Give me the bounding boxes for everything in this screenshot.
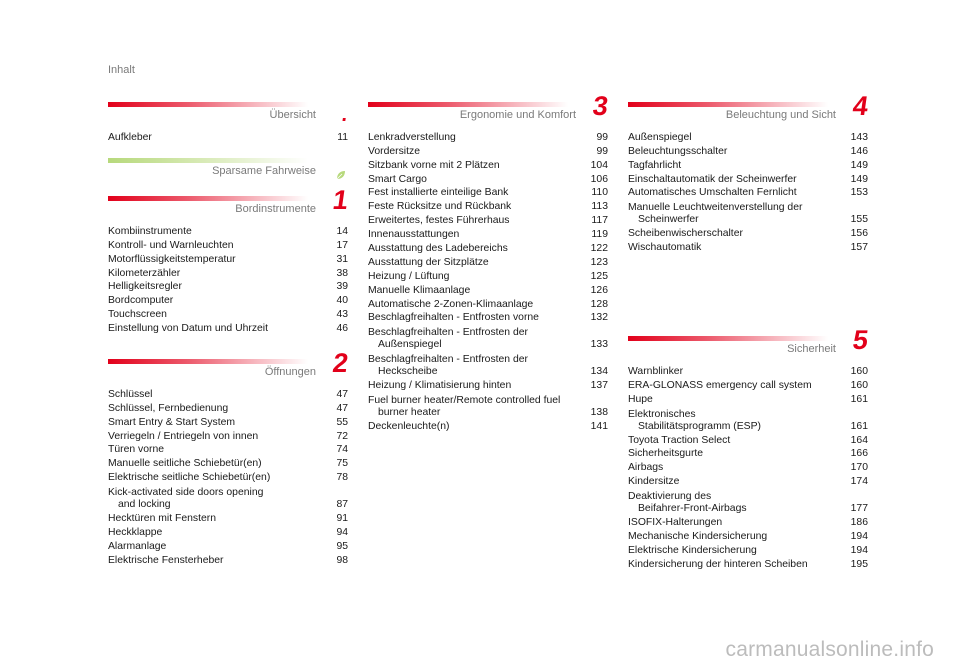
toc-entry[interactable] <box>108 511 348 525</box>
toc-entry[interactable] <box>628 543 868 557</box>
toc-entry-label-line2: Heckscheibe <box>378 366 438 378</box>
toc-entry-page: 43 <box>336 309 348 321</box>
toc-entry-page: 149 <box>850 159 868 171</box>
toc-entry-label: Feste Rücksitze und Rückbank <box>368 201 512 213</box>
toc-entry[interactable] <box>108 238 348 252</box>
toc-entry-page: 14 <box>336 225 348 237</box>
section-title: Öffnungen <box>264 366 316 378</box>
toc-entry-label: Sicherheitsgurte <box>628 448 704 460</box>
section-bar <box>108 359 308 364</box>
toc-entry[interactable] <box>108 387 348 401</box>
toc-entry-label-line2: Stabilitätsprogramm (ESP) <box>638 420 761 432</box>
toc-entry[interactable] <box>368 158 608 172</box>
section-ergonomie <box>368 91 611 433</box>
section-title: Übersicht <box>269 109 316 121</box>
toc-entry-label: Schlüssel <box>108 388 153 400</box>
section-number: 1 <box>330 185 351 215</box>
toc-entry-label-line1: Deaktivierung des <box>628 491 712 503</box>
toc-entry-page: 75 <box>336 458 348 470</box>
section-header <box>108 156 348 186</box>
toc-entry-label: Elektrische Kindersicherung <box>628 544 757 556</box>
toc-entry-label <box>368 395 560 419</box>
toc-entry-page: 146 <box>850 145 868 157</box>
toc-entry-page: 132 <box>590 312 608 324</box>
toc-entry[interactable] <box>108 525 348 539</box>
toc-entry-page: 155 <box>850 214 868 226</box>
toc-entry-label-line1: Beschlagfreihalten - Entfrosten der <box>368 327 528 339</box>
toc-entry-page: 46 <box>336 323 348 335</box>
toc-entry[interactable] <box>108 293 348 307</box>
toc-entry-label: Automatisches Umschalten Fernlicht <box>628 187 797 199</box>
toc-entry[interactable] <box>108 456 348 470</box>
toc-entry-label: Außenspiegel <box>628 131 692 143</box>
toc-entry-page: 125 <box>590 270 608 282</box>
toc-entry-label <box>628 491 747 515</box>
toc-entry-page: 95 <box>336 540 348 552</box>
toc-entry-page: 126 <box>590 284 608 296</box>
toc-entry-label: Touchscreen <box>108 309 167 321</box>
toc-entry-label-line1: Beschlagfreihalten - Entfrosten der <box>368 354 528 366</box>
toc-entry[interactable] <box>108 307 348 321</box>
section-sicherheit <box>628 325 871 571</box>
toc-entry[interactable] <box>628 529 868 543</box>
section-header <box>108 100 348 130</box>
toc-entry-label: Einstellung von Datum und Uhrzeit <box>108 323 268 335</box>
toc-entry[interactable] <box>628 406 868 433</box>
toc-entry-label: Manuelle Klimaanlage <box>368 284 471 296</box>
toc-entry-page: 170 <box>850 462 868 474</box>
toc-entry-page: 11 <box>337 131 348 143</box>
toc-entry[interactable] <box>628 378 868 392</box>
toc-entry-page: 160 <box>850 379 868 391</box>
toc-entry-page: 149 <box>850 173 868 185</box>
toc-entry-label: Hupe <box>628 393 653 405</box>
watermark: carmanualsonline.info <box>725 638 934 661</box>
toc-entry-label: Kilometerzähler <box>108 267 181 279</box>
toc-entry-label: Motorflüssigkeitstemperatur <box>108 253 236 265</box>
section-marker: . <box>340 104 350 126</box>
section-number: 5 <box>850 325 871 355</box>
toc-entry-label: Scheibenwischerschalter <box>628 228 743 240</box>
toc-entry[interactable] <box>368 186 608 200</box>
toc-entry-label: Verriegeln / Entriegeln von innen <box>108 430 259 442</box>
toc-entry-page: 55 <box>336 416 348 428</box>
toc-entry-label: Airbags <box>628 462 664 474</box>
toc-entry-page: 72 <box>336 430 348 442</box>
section-bar <box>108 158 308 163</box>
toc-entry[interactable] <box>628 447 868 461</box>
toc-entry-page: 38 <box>336 267 348 279</box>
toc-entry[interactable] <box>628 364 868 378</box>
toc-entry-label: Deckenleuchte(n) <box>368 421 450 433</box>
toc-entry-label: Einschaltautomatik der Scheinwerfer <box>628 173 797 185</box>
toc-entry[interactable] <box>368 378 608 392</box>
toc-entry-page: 161 <box>850 420 868 432</box>
toc-entry-page: 141 <box>590 421 608 433</box>
toc-entry[interactable] <box>628 557 868 571</box>
toc-entry-label: Kindersicherung der hinteren Scheiben <box>628 558 808 570</box>
toc-entry-page: 47 <box>336 402 348 414</box>
toc-entry-page: 194 <box>850 544 868 556</box>
section-title: Sicherheit <box>787 343 836 355</box>
section-sparsame <box>108 156 348 186</box>
toc-entry-label <box>108 487 263 511</box>
toc-entry[interactable] <box>628 130 868 144</box>
toc-entry[interactable] <box>368 199 608 213</box>
section-header <box>108 185 351 224</box>
section-number: 4 <box>850 91 871 121</box>
toc-entry[interactable] <box>628 226 868 240</box>
toc-entry-label: Hecktüren mit Fenstern <box>108 513 216 525</box>
toc-entry[interactable] <box>628 240 868 254</box>
toc-list <box>628 364 868 571</box>
toc-entry-label-line2: Außenspiegel <box>378 339 442 351</box>
toc-list <box>368 130 608 433</box>
toc-entry-page: 186 <box>850 517 868 529</box>
toc-entry-page: 17 <box>336 239 348 251</box>
toc-entry-label: Manuelle seitliche Schiebetür(en) <box>108 458 262 470</box>
toc-entry-label-line1: Kick-activated side doors opening <box>108 487 264 499</box>
toc-entry[interactable] <box>108 553 348 567</box>
toc-entry[interactable] <box>368 392 608 419</box>
toc-entry[interactable] <box>628 144 868 158</box>
toc-entry-label-line1: Elektronisches <box>628 408 696 420</box>
toc-entry-page: 119 <box>591 229 608 241</box>
toc-entry-page: 39 <box>336 281 348 293</box>
toc-entry-label: Kindersitze <box>628 476 680 488</box>
toc-entry[interactable] <box>628 474 868 488</box>
toc-entry[interactable] <box>108 321 348 335</box>
toc-entry[interactable] <box>368 172 608 186</box>
toc-entry-label-line2: Beifahrer-Front-Airbags <box>638 503 747 515</box>
toc-entry-label: Heizung / Klimatisierung hinten <box>368 380 512 392</box>
toc-entry-label: Beleuchtungsschalter <box>628 145 728 157</box>
section-title: Beleuchtung und Sicht <box>725 109 836 121</box>
toc-entry[interactable] <box>108 415 348 429</box>
section-bar <box>628 336 828 341</box>
toc-entry-page: 122 <box>590 243 608 255</box>
toc-entry-page: 98 <box>336 554 348 566</box>
toc-entry-page: 137 <box>590 380 608 392</box>
page-title: Inhalt <box>108 64 135 76</box>
toc-entry-page: 174 <box>850 476 868 488</box>
toc-entry-page: 123 <box>590 256 608 268</box>
toc-entry[interactable] <box>368 297 608 311</box>
toc-entry[interactable] <box>628 515 868 529</box>
toc-entry-page: 160 <box>850 365 868 377</box>
section-title: Bordinstrumente <box>235 203 316 215</box>
section-bordinstrumente <box>108 185 351 335</box>
toc-entry-label: Toyota Traction Select <box>628 434 731 446</box>
toc-entry-label: Wischautomatik <box>628 242 702 254</box>
toc-entry-label: Lenkradverstellung <box>368 131 456 143</box>
toc-entry-label: Aufkleber <box>108 131 152 143</box>
toc-entry-label-line2: burner heater <box>378 407 441 419</box>
toc-list <box>108 224 348 335</box>
toc-entry-label: Elektrische seitliche Schiebetür(en) <box>108 472 271 484</box>
toc-entry-page: 157 <box>850 242 868 254</box>
section-bar <box>368 102 568 107</box>
toc-entry-label: Schlüssel, Fernbedienung <box>108 402 229 414</box>
toc-entry[interactable] <box>628 433 868 447</box>
toc-entry[interactable] <box>108 224 348 238</box>
toc-entry-label <box>368 354 528 378</box>
toc-entry[interactable] <box>368 419 608 433</box>
toc-entry[interactable] <box>368 351 608 378</box>
toc-entry-page: 40 <box>336 295 348 307</box>
toc-entry-page: 91 <box>336 513 348 525</box>
toc-entry[interactable] <box>368 130 608 144</box>
toc-entry-page: 153 <box>850 187 868 199</box>
toc-entry[interactable] <box>108 539 348 553</box>
toc-entry-label: Kombiinstrumente <box>108 225 192 237</box>
toc-entry-page: 87 <box>336 499 348 511</box>
section-beleuchtung <box>628 91 871 254</box>
section-bar <box>108 196 308 201</box>
toc-entry-label: Automatische 2-Zonen-Klimaanlage <box>368 298 534 310</box>
toc-entry-page: 47 <box>336 388 348 400</box>
toc-list <box>108 130 348 144</box>
toc-entry[interactable] <box>628 158 868 172</box>
section-number: 3 <box>590 91 611 121</box>
toc-entry[interactable] <box>628 172 868 186</box>
toc-entry[interactable] <box>108 130 348 144</box>
toc-entry[interactable] <box>108 484 348 511</box>
toc-entry-page: 78 <box>336 472 348 484</box>
toc-entry[interactable] <box>368 255 608 269</box>
toc-entry-label: Heckklappe <box>108 527 163 539</box>
toc-entry[interactable] <box>108 266 348 280</box>
toc-entry[interactable] <box>108 401 348 415</box>
toc-entry-page: 128 <box>590 298 608 310</box>
toc-entry[interactable] <box>628 199 868 226</box>
toc-entry-page: 195 <box>850 558 868 570</box>
section-title: Sparsame Fahrweise <box>212 165 316 177</box>
toc-entry-label: Helligkeitsregler <box>108 281 182 293</box>
toc-entry-label: Heizung / Lüftung <box>368 270 450 282</box>
toc-entry-label: Warnblinker <box>628 365 684 377</box>
toc-entry-label <box>628 202 802 226</box>
toc-entry-label-line1: Manuelle Leuchtweitenverstellung der <box>628 202 803 214</box>
toc-entry[interactable] <box>368 227 608 241</box>
toc-entry-page: 31 <box>336 253 348 265</box>
toc-entry[interactable] <box>628 488 868 515</box>
toc-entry-page: 106 <box>590 173 608 185</box>
toc-list <box>108 387 348 567</box>
toc-entry-page: 113 <box>591 201 608 213</box>
toc-entry-label: Innenausstattungen <box>368 229 460 241</box>
toc-entry-label: Kontroll- und Warnleuchten <box>108 239 234 251</box>
toc-entry[interactable] <box>368 283 608 297</box>
toc-entry-label: Fest installierte einteilige Bank <box>368 187 509 199</box>
toc-entry-page: 164 <box>850 434 868 446</box>
toc-list <box>628 130 868 254</box>
toc-entry-label: Beschlagfreihalten - Entfrosten vorne <box>368 312 539 324</box>
toc-entry-page: 94 <box>336 527 348 539</box>
toc-entry-label: Ausstattung der Sitzplätze <box>368 256 489 268</box>
toc-entry[interactable] <box>628 186 868 200</box>
toc-entry[interactable] <box>368 213 608 227</box>
toc-entry-label: Bordcomputer <box>108 295 174 307</box>
toc-entry[interactable] <box>108 429 348 443</box>
toc-entry-page: 166 <box>850 448 868 460</box>
toc-entry-label: Türen vorne <box>108 444 165 456</box>
toc-entry-page: 161 <box>850 393 868 405</box>
toc-entry[interactable] <box>108 252 348 266</box>
toc-entry-page: 117 <box>591 215 608 227</box>
section-bar <box>108 102 308 107</box>
toc-entry-label: ERA-GLONASS emergency call system <box>628 379 812 391</box>
toc-entry-page: 143 <box>850 131 868 143</box>
toc-entry-label <box>368 327 528 351</box>
section-title: Ergonomie und Komfort <box>459 109 576 121</box>
toc-entry[interactable] <box>628 460 868 474</box>
section-uebersicht <box>108 100 348 144</box>
toc-entry-label: Sitzbank vorne mit 2 Plätzen <box>368 159 500 171</box>
toc-entry-label: Alarmanlage <box>108 540 167 552</box>
toc-entry[interactable] <box>368 269 608 283</box>
toc-entry[interactable] <box>368 311 608 325</box>
toc-entry-page: 99 <box>596 145 608 157</box>
toc-entry-label: Vordersitze <box>368 145 420 157</box>
toc-entry-label: ISOFIX-Halterungen <box>628 517 723 529</box>
section-header <box>368 91 611 130</box>
toc-entry-label: Smart Entry & Start System <box>108 416 236 428</box>
toc-entry-page: 110 <box>591 187 608 199</box>
toc-entry-label: Elektrische Fensterheber <box>108 554 224 566</box>
toc-entry-page: 99 <box>596 131 608 143</box>
toc-entry-page: 194 <box>850 531 868 543</box>
toc-entry[interactable] <box>108 280 348 294</box>
section-oeffnungen <box>108 348 351 567</box>
section-bar <box>628 102 828 107</box>
toc-entry-label-line2: and locking <box>118 499 171 511</box>
toc-entry-label <box>628 409 761 433</box>
toc-entry[interactable] <box>368 241 608 255</box>
section-header <box>628 325 871 364</box>
toc-entry-page: 138 <box>590 407 608 419</box>
section-header <box>628 91 871 130</box>
toc-entry-page: 104 <box>590 159 608 171</box>
toc-entry-label-line1: Fuel burner heater/Remote controlled fuel <box>368 395 561 407</box>
section-number: 2 <box>330 348 351 378</box>
toc-entry-label: Tagfahrlicht <box>628 159 682 171</box>
toc-entry-label-line2: Scheinwerfer <box>638 214 699 226</box>
toc-entry-page: 134 <box>590 366 608 378</box>
toc-entry[interactable] <box>628 392 868 406</box>
toc-entry-label: Smart Cargo <box>368 173 427 185</box>
toc-entry-label: Mechanische Kindersicherung <box>628 531 768 543</box>
toc-entry[interactable] <box>108 470 348 484</box>
toc-entry-page: 74 <box>336 444 348 456</box>
toc-entry[interactable] <box>368 144 608 158</box>
toc-entry[interactable] <box>368 324 608 351</box>
toc-entry-page: 156 <box>850 228 868 240</box>
toc-entry-label: Ausstattung des Ladebereichs <box>368 243 508 255</box>
toc-entry-page: 133 <box>590 339 608 351</box>
toc-entry-page: 177 <box>850 503 868 515</box>
section-header <box>108 348 351 387</box>
toc-entry-label: Erweitertes, festes Führerhaus <box>368 215 510 227</box>
toc-entry[interactable] <box>108 443 348 457</box>
